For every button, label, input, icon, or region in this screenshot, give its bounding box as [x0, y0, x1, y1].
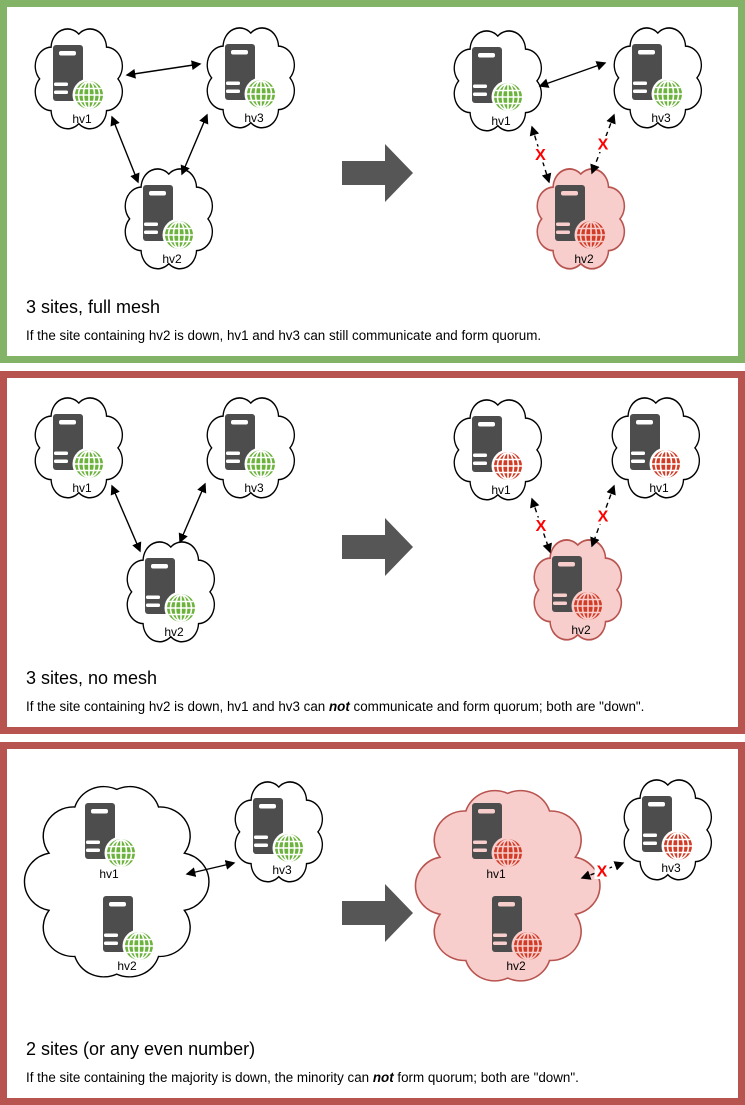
- link-hv3-hv2: [180, 484, 205, 542]
- site-label: hv1: [72, 481, 92, 495]
- svg-text:X: X: [597, 136, 609, 154]
- svg-text:X: X: [596, 863, 608, 881]
- panel-two-sites: [0, 742, 745, 1105]
- svg-text:X: X: [535, 518, 547, 535]
- transition-arrow-icon: [342, 144, 413, 202]
- site-label: hv1: [491, 114, 511, 128]
- site-label: hv2: [571, 623, 591, 637]
- panel-description: If the site containing the majority is down, the minority can not form quorum; both are "down".: [26, 1070, 579, 1085]
- link-hv1-hv2: [112, 486, 140, 551]
- site-label: hv2: [506, 959, 526, 973]
- site-label: hv3: [661, 861, 681, 875]
- transition-arrow-icon: [342, 884, 413, 942]
- site-label: hv1: [99, 867, 119, 881]
- site-label: hv3: [244, 111, 264, 125]
- site-label: hv1: [72, 112, 92, 126]
- site-label: hv2: [164, 625, 184, 639]
- panel-title: 3 sites, full mesh: [26, 297, 161, 317]
- full-mesh-diagram: [7, 7, 738, 299]
- svg-text:X: X: [535, 147, 546, 164]
- site-label: hv2: [574, 252, 594, 266]
- x-mark: [596, 508, 611, 526]
- site-label: hv3: [272, 863, 292, 877]
- site-label: hv1: [486, 867, 506, 881]
- x-mark: [595, 863, 610, 881]
- x-mark: [534, 518, 549, 536]
- panel-full-mesh: [0, 0, 745, 363]
- link-hv1-hv3: [540, 63, 605, 86]
- panel-title: 2 sites (or any even number): [26, 1039, 256, 1059]
- two-sites-diagram: [7, 749, 738, 1041]
- site-label: hv1: [491, 483, 511, 497]
- site-label: hv3: [651, 111, 671, 125]
- link-hv1-hv2: [112, 117, 138, 182]
- site-label: hv2: [117, 959, 137, 973]
- x-mark: [533, 147, 548, 165]
- site-label: hv2: [162, 252, 182, 266]
- panel-title: 3 sites, no mesh: [26, 668, 158, 688]
- link-hv1-hv3: [127, 64, 200, 75]
- site-label: hv1: [649, 481, 669, 495]
- panel-description: If the site containing hv2 is down, hv1 and hv3 can not communicate and form quorum; both are "down".: [26, 699, 645, 714]
- panel-no-mesh: [0, 371, 745, 734]
- cloud-site-majority-down: [415, 791, 599, 981]
- svg-text:X: X: [597, 508, 609, 526]
- site-label: hv3: [244, 481, 264, 495]
- link-hv3-hv2: [182, 115, 207, 174]
- transition-arrow-icon: [342, 518, 413, 576]
- no-mesh-diagram: [7, 378, 738, 670]
- x-mark: [596, 136, 611, 154]
- panel-description: If the site containing hv2 is down, hv1 and hv3 can still communicate and form quorum.: [26, 328, 542, 343]
